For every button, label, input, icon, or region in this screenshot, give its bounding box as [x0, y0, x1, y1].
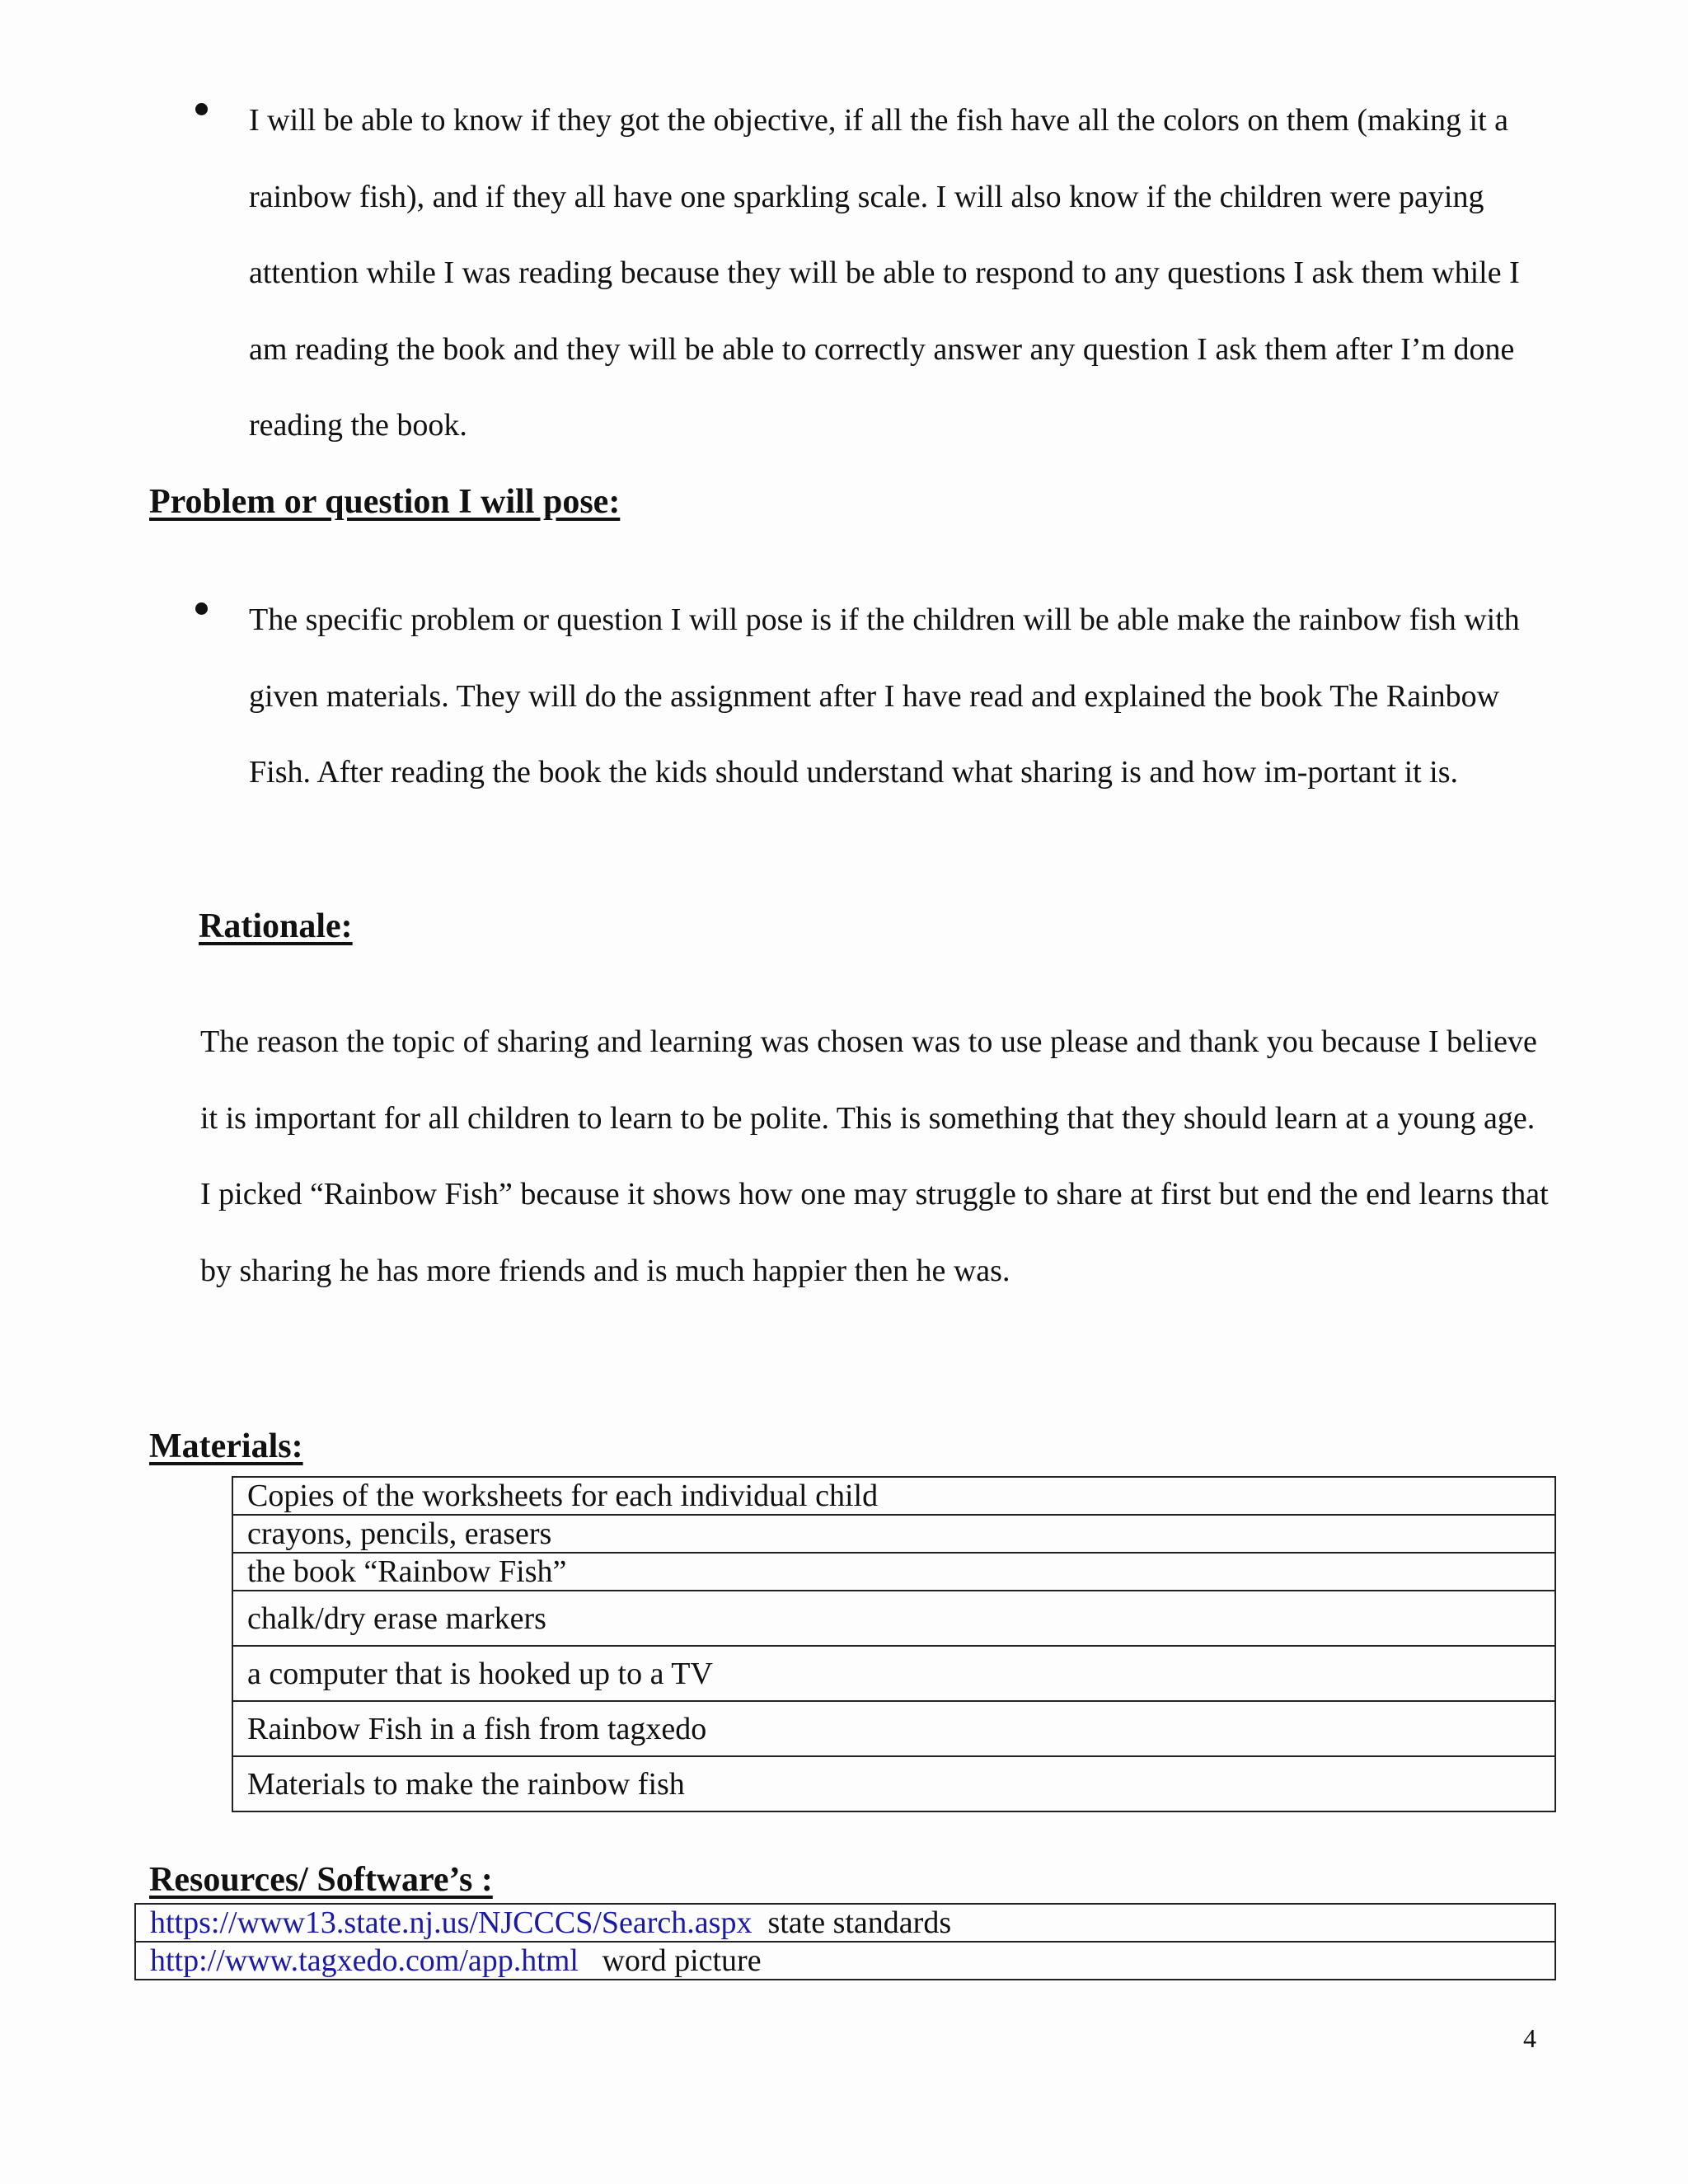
table-row — [232, 1553, 1555, 1591]
resource-description: word picture — [602, 1943, 762, 1978]
materials-cell: Rainbow Fish in a fish from tagxedo — [232, 1701, 1555, 1756]
problem-text: The specific problem or question I will pose is if the children will be able make the rainbow fish with given materials. They will do the assignment after I have read and explained the book The Rainbow Fish. After reading the book the kids should understand what sharing is and how im-portant it is. — [249, 602, 1520, 790]
materials-cell: a computer that is hooked up to a TV — [232, 1646, 1555, 1701]
resources-heading: Resources/ Software’s : — [149, 1861, 493, 1899]
table-row — [232, 1515, 1555, 1553]
bullet-icon — [195, 103, 208, 115]
table-row — [135, 1904, 1555, 1942]
materials-heading: Materials: — [149, 1427, 303, 1465]
rationale-text: The reason the topic of sharing and learning was chosen was to use please and thank you because I believe it is important for all children to learn to be polite. This is something that they should learn at a young age. I picked “Rainbow Fish” because it shows how one may struggle to share at first but end the end learns that by sharing he has more friends and is much happier then he was. — [200, 1024, 1549, 1288]
page-number: 4 — [1523, 2023, 1536, 2053]
table-row — [232, 1701, 1555, 1756]
table-row — [232, 1477, 1555, 1515]
assessment-bullet — [200, 82, 1552, 464]
materials-cell: Materials to make the rainbow fish — [232, 1756, 1555, 1811]
rationale-heading: Rationale: — [199, 907, 353, 945]
table-row — [232, 1646, 1555, 1701]
assessment-text: I will be able to know if they got the objective, if all the fish have all the colors on them (making it a rainbow fish), and if they all have one sparkling scale. I will also know if the children were paying attention while I was reading because they will be able to respond to any questions I ask them while I am reading the book and they will be able to correctly answer any question I ask them after I’m done reading the book. — [249, 103, 1520, 443]
materials-table — [232, 1476, 1556, 1812]
problem-heading: Problem or question I will pose: — [149, 483, 621, 521]
tagxedo-link[interactable]: http://www.tagxedo.com/app.html — [150, 1943, 579, 1978]
table-row — [232, 1756, 1555, 1811]
materials-cell: the book “Rainbow Fish” — [232, 1553, 1555, 1591]
materials-cell: crayons, pencils, erasers — [232, 1515, 1555, 1553]
resource-cell — [135, 1942, 1555, 1980]
table-row — [232, 1591, 1555, 1646]
resource-cell — [135, 1904, 1555, 1942]
resources-table — [134, 1903, 1556, 1980]
standards-link[interactable]: https://www13.state.nj.us/NJCCCS/Search.aspx — [150, 1905, 753, 1940]
materials-cell: chalk/dry erase markers — [232, 1591, 1555, 1646]
bullet-icon — [195, 602, 208, 615]
materials-cell: Copies of the worksheets for each individual child — [232, 1477, 1555, 1515]
table-row — [135, 1942, 1555, 1980]
resource-description: state standards — [767, 1905, 952, 1940]
problem-bullet — [200, 582, 1552, 811]
